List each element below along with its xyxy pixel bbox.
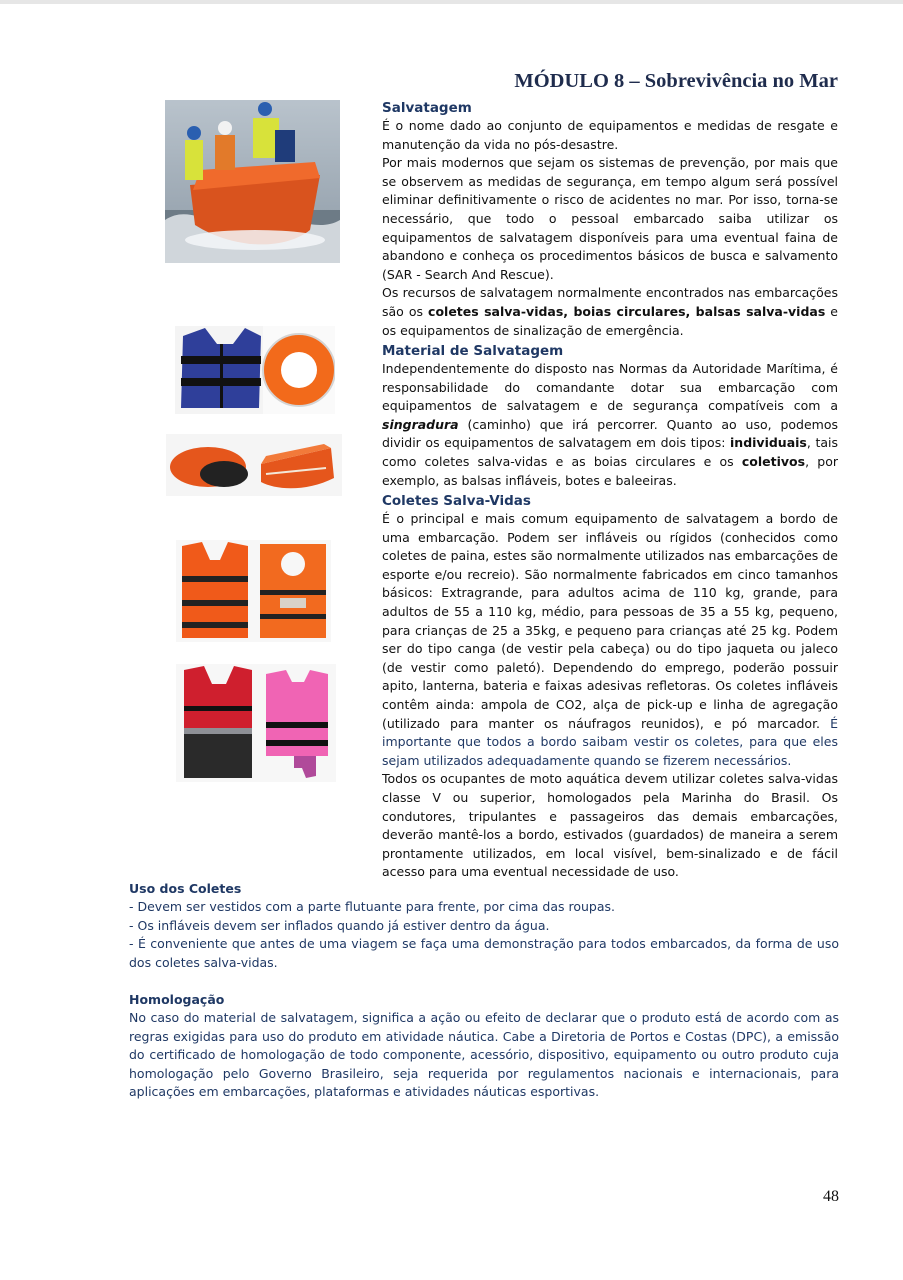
coletes-heading: Coletes Salva-Vidas bbox=[382, 493, 531, 509]
bold-span: coletivos bbox=[741, 453, 806, 469]
salvatagem-section bbox=[382, 99, 838, 340]
coletes-paragraph-2: Todos os ocupantes de moto aquática devem utilizar coletes salva-vidas classe V ou superior, homologados pela Marinha do Brasil. Os condutores, tripulantes e passageiros das demais embarcações, deverão mantê-los a bordo, estivados (guardados) de maneira a serem prontamente utilizados, em local visível, bem-sinalizado e de fácil acesso para uma eventual necessidade de uso. bbox=[382, 771, 838, 880]
text-span: , tais como coletes salva-vidas e as boias circulares e os bbox=[382, 435, 838, 469]
text-span: e os equipamentos de sinalização de emergência. bbox=[382, 303, 838, 338]
top-border bbox=[0, 0, 903, 4]
uso-item: - Os infláveis devem ser inflados quando já estiver dentro da água. bbox=[129, 917, 550, 933]
homologacao-heading: Homologação bbox=[129, 992, 225, 1007]
text-span: , por exemplo, as balsas infláveis, botes e baleeiras. bbox=[382, 453, 838, 488]
text-span: Os recursos de salvatagem normalmente encontrados nas embarcações são os bbox=[382, 285, 838, 319]
salvatagem-paragraph-1: É o nome dado ao conjunto de equipamentos e medidas de resgate e manutenção da vida no pós-desastre. bbox=[382, 118, 838, 152]
bold-span: individuais bbox=[730, 435, 807, 451]
material-section bbox=[382, 342, 838, 490]
uso-item: - Devem ser vestidos com a parte flutuante para frente, por cima das roupas. bbox=[129, 899, 615, 914]
module-title: MÓDULO 8 – Sobrevivência no Mar bbox=[514, 70, 838, 92]
life-rafts-photo bbox=[166, 434, 342, 496]
highlight-span: É importante que todos a bordo saibam vestir os coletes, para que eles sejam utilizados adequadamente quando se fizerem necessários. bbox=[382, 715, 838, 768]
coletes-section bbox=[382, 492, 838, 882]
uso-item: - É conveniente que antes de uma viagem se faça uma demonstração para todos embarcados, da forma de uso dos coletes salva-vidas. bbox=[129, 936, 839, 970]
uso-section bbox=[129, 880, 839, 972]
page-number: 48 bbox=[823, 1188, 839, 1205]
text-span: Independentemente do disposto nas Normas da Autoridade Marítima, é responsabilidade do comandante dotar sua embarcação com equipamentos de salvatagem e de segurança compatíveis com a bbox=[382, 361, 838, 414]
text-span: É o principal e mais comum equipamento de salvatagem a bordo de uma embarcação. Podem ser infláveis ou rígidos (conhecidos como coletes de paina, estes são normalmente utilizados nas embarcações de esporte e/ou recreio). São normalmente fabricados em cinco tamanhos básicos: Extragrande, para adultos acima de 110 kg, grande, para adultos de 55 a 110 kg, médio, para pessoas de 35 a 55 kg, pequeno, para crianças de 25 a 35kg, e pequeno para crianças até 25 kg. Podem ser do tipo canga (de vestir pela cabeça) ou do tipo jaqueta ou jaleco (de vestir como paletó). Dependendo do emprego, poderão possuir apito, lanterna, bateria e faixas adesivas refletoras. Os coletes infláveis contêm ainda: ampola de CO2, alça de pick-up e linha de agregação (utilizado para manter os náufragos reunidos), e pó marcador. bbox=[382, 511, 838, 731]
salvatagem-paragraph-3 bbox=[382, 284, 838, 340]
orange-vests-photo bbox=[176, 540, 331, 642]
red-and-pink-vests-photo bbox=[176, 664, 336, 782]
vest-and-ring-buoy-photo bbox=[175, 326, 335, 414]
rescue-boat-photo bbox=[165, 100, 340, 263]
text-span: (caminho) que irá percorrer. Quanto ao uso, podemos dividir os equipamentos de salvatagem em dois tipos: bbox=[382, 416, 838, 451]
homologacao-section bbox=[129, 991, 839, 1102]
salvatagem-heading: Salvatagem bbox=[382, 100, 472, 116]
material-heading: Material de Salvatagem bbox=[382, 343, 564, 359]
homologacao-paragraph: No caso do material de salvatagem, significa a ação ou efeito de declarar que o produto está de acordo com as regras exigidas para uso do produto em atividade náutica. Cabe a Diretoria de Portos e Costas (DPC), a emissão do certificado de homologação de todo componente, acessório, dispositivo, equipamento ou outro produto cuja homologação pelo Governo Brasileiro, seja requerida por regulamentos nacionais e internacionais, para aplicações em embarcações, plataformas e atividades náuticas esportivas. bbox=[129, 1010, 839, 1100]
uso-heading: Uso dos Coletes bbox=[129, 881, 242, 896]
material-paragraph bbox=[382, 360, 838, 490]
bold-span: coletes salva-vidas, boias circulares, balsas salva-vidas bbox=[428, 303, 826, 319]
italic-bold-span: singradura bbox=[382, 416, 459, 432]
salvatagem-paragraph-2: Por mais modernos que sejam os sistemas de prevenção, por mais que se observem as medidas de segurança, em tempo algum será possível eliminar definitivamente o risco de acidentes no mar. Por isso, torna-se necessário, que todo o pessoal embarcado saiba utilizar os equipamentos de salvatagem disponíveis para uma eventual faina de abandono e conheça os procedimentos básicos de busca e salvamento (SAR - Search And Rescue). bbox=[382, 155, 838, 282]
coletes-paragraph-1 bbox=[382, 510, 838, 770]
